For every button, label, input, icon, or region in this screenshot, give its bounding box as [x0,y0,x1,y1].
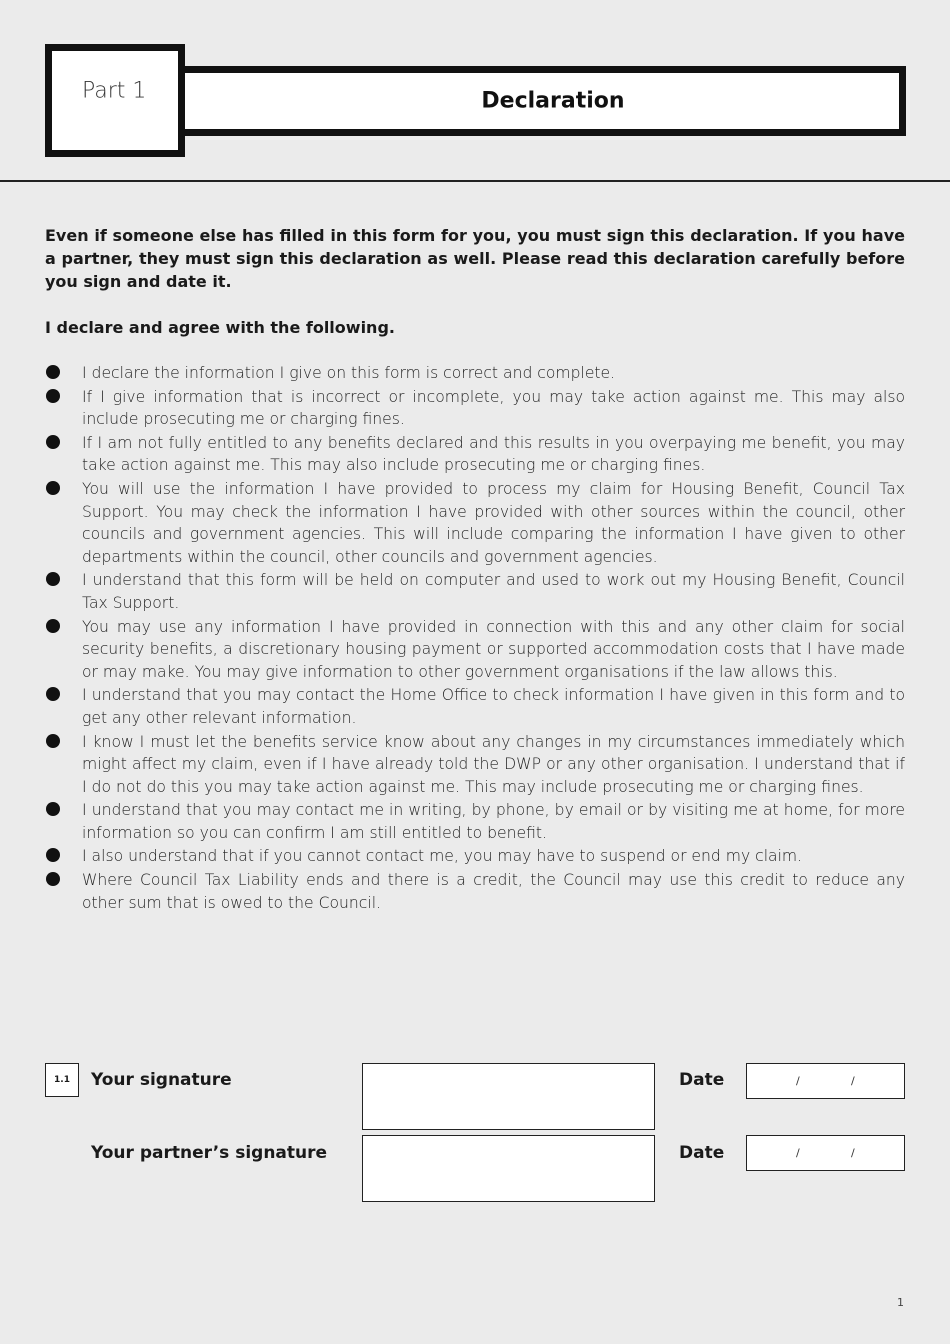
date-separator: / [851,1074,855,1088]
list-item-text: I also understand that if you cannot contact me, you may have to suspend or end my claim. [82,847,803,866]
list-item [45,386,905,431]
date-separator: / [796,1146,800,1160]
date-label: Date [679,1070,725,1090]
your-signature-field[interactable] [362,1063,655,1130]
bullet-icon [46,365,60,379]
list-item [45,845,905,868]
page-title: Declaration [481,88,625,114]
agree-heading: I declare and agree with the following. [45,318,395,337]
title-bar [160,66,906,136]
list-item-text: I understand that this form will be held on computer and used to work out my Housing Benefit, Council Tax Support. [82,571,905,612]
partner-signature-date-field[interactable] [746,1135,905,1171]
list-item-text: I understand that you may contact the Home Office to check information I have given in this form and to get any other relevant information. [82,686,905,727]
bullet-icon [46,687,60,701]
partner-signature-label: Your partner’s signature [91,1143,328,1163]
list-item-text: You may use any information I have provided in connection with this and any other claim for social security benefits, a discretionary housing payment or supported accommodation costs that I have made or may make. You may give information to other government organisations if the law allows this. [82,617,905,681]
list-item [45,616,905,684]
list-item [45,569,905,614]
part-label: Part 1 [82,78,147,104]
page-number: 1 [897,1296,904,1309]
list-item-text: I declare the information I give on this form is correct and complete. [82,364,616,382]
list-item-text: I understand that you may contact me in writing, by phone, by email or by visiting me at home, for more information so you can confirm I am still entitled to benefit. [82,801,905,842]
bullet-icon [46,481,60,495]
list-item [45,684,905,729]
declaration-list [45,362,905,915]
part-tab [45,44,185,157]
intro-text: Even if someone else has filled in this form for you, you must sign this declaration. If you have a partner, they must sign this declaration as well. Please read this declaration carefully before you sign and date it. [45,226,905,291]
list-item [45,478,905,568]
bullet-icon [46,619,60,633]
list-item [45,731,905,799]
date-separator: / [851,1146,855,1160]
bullet-icon [46,734,60,748]
list-item [45,432,905,477]
bullet-icon [46,389,60,403]
your-signature-label: Your signature [91,1070,232,1090]
your-signature-date-field[interactable] [746,1063,905,1099]
header-divider [0,180,950,182]
date-separator: / [796,1074,800,1088]
bullet-icon [46,848,60,862]
list-item [45,869,905,914]
bullet-icon [46,435,60,449]
bullet-icon [46,572,60,586]
list-item-text: I know I must let the benefits service know about any changes in my circumstances immediately which might affect my claim, even if I have already told the DWP or any other organisation. I understand that if I do not do this you may take action against me. This may include prosecuting me or charging fines. [82,732,905,796]
list-item [45,362,905,385]
list-item-text: Where Council Tax Liability ends and there is a credit, the Council may use this credit to reduce any other sum that is owed to the Council. [82,871,905,912]
bullet-icon [46,802,60,816]
list-item-text: If I am not fully entitled to any benefits declared and this results in you overpaying me benefit, you may take action against me. This may also include prosecuting me or charging fines. [82,433,905,475]
question-number: 1.1 [45,1063,79,1097]
list-item-text: If I give information that is incorrect or incomplete, you may take action against me. This may also include prosecuting me or charging fines. [82,387,905,429]
list-item [45,799,905,844]
date-label: Date [679,1143,725,1163]
partner-signature-field[interactable] [362,1135,655,1202]
bullet-icon [46,872,60,886]
list-item-text: You will use the information I have provided to process my claim for Housing Benefit, Council Tax Support. You may check the information I have provided with other sources within the council, other councils and government agencies. This will include comparing the information I have given to other departments within the council, other councils and government agencies. [82,479,905,566]
